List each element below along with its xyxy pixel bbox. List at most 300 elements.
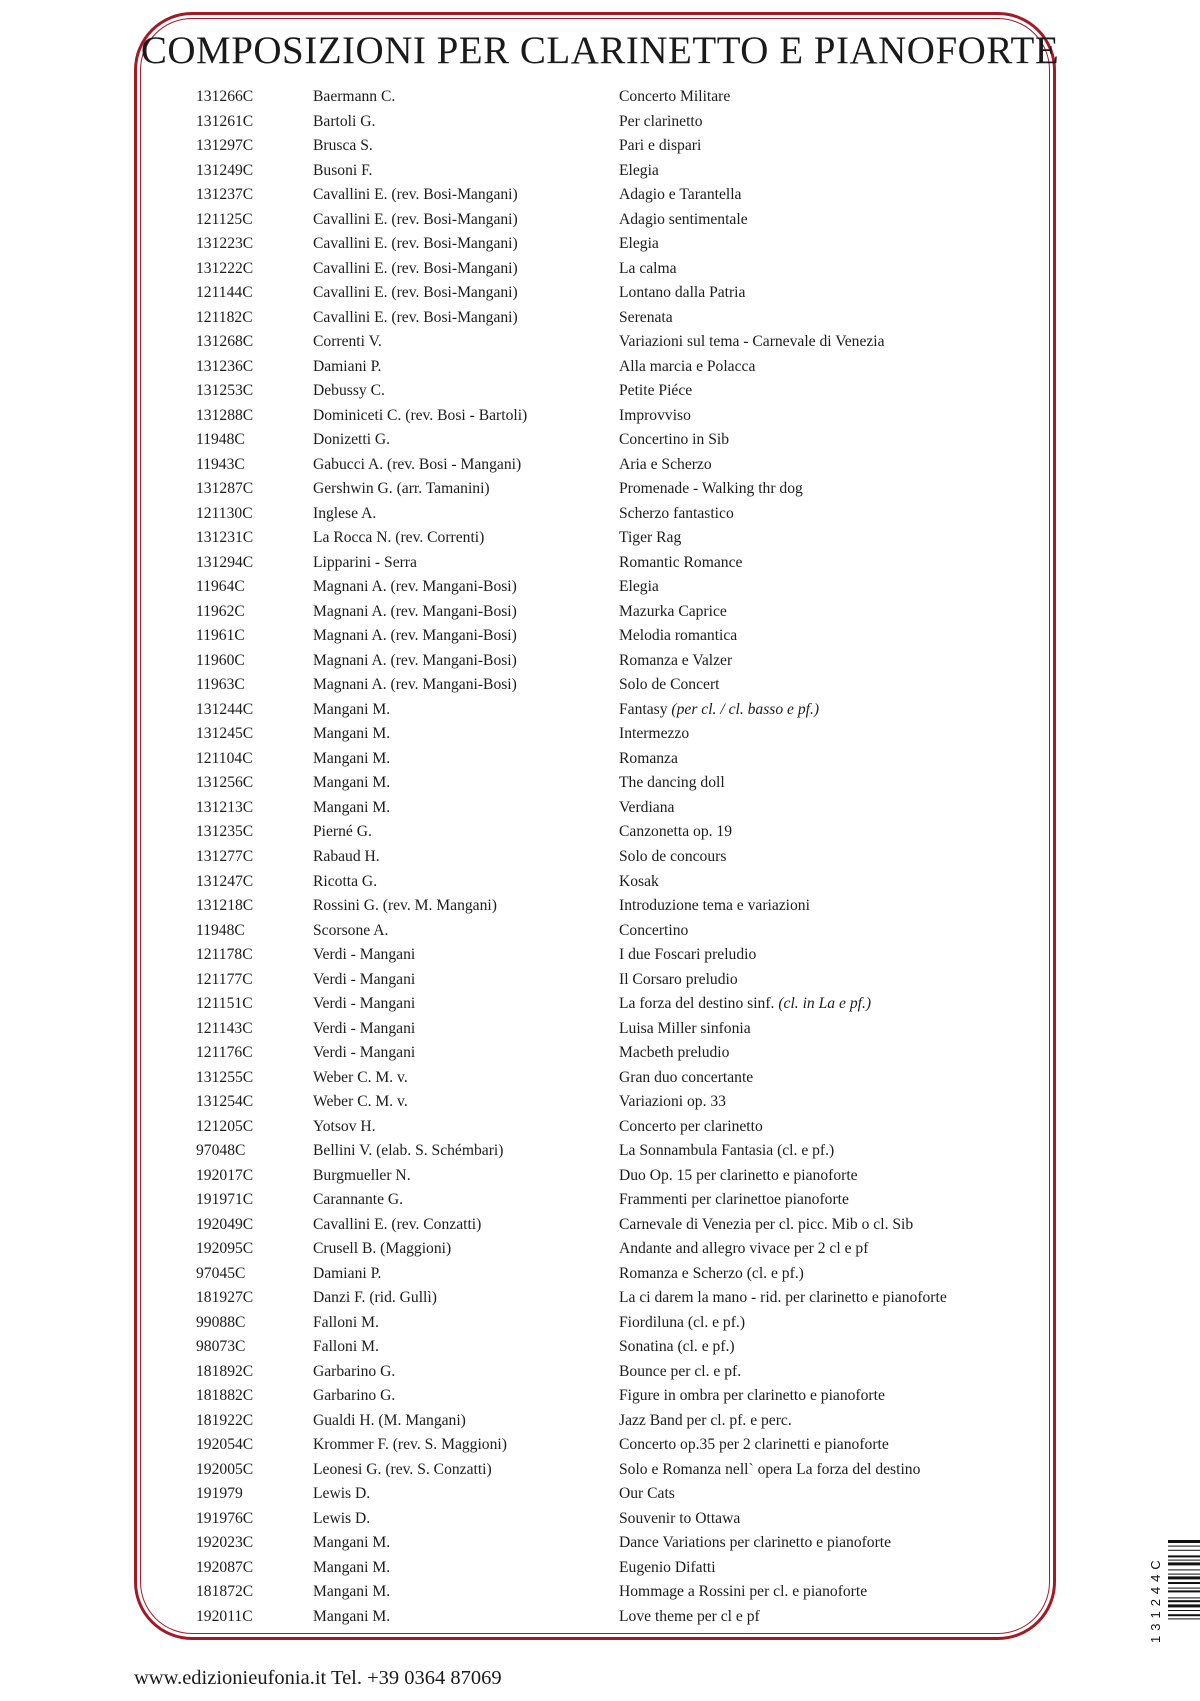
catalog-title-text: I due Foscari preludio	[619, 946, 757, 964]
catalog-row	[0, 1335, 1200, 1360]
catalog-row	[0, 502, 1200, 527]
catalog-code: 121143C	[196, 1019, 253, 1037]
catalog-row	[0, 1188, 1200, 1213]
catalog-title-text: Concerto per clarinetto	[619, 1117, 763, 1135]
barcode-bar	[1168, 1562, 1200, 1565]
catalog-title-text: Solo e Romanza nell` opera La forza del destino	[619, 1460, 921, 1478]
catalog-title	[619, 257, 677, 282]
catalog-title	[619, 428, 729, 453]
catalog-code: 192023C	[196, 1534, 254, 1552]
catalog-title-text: Verdiana	[619, 798, 675, 816]
catalog-composer: Cavallini E. (rev. Bosi-Mangani)	[313, 186, 518, 204]
publisher-contact: www.edizionieufonia.it Tel. +39 0364 87069	[134, 1667, 502, 1689]
catalog-code: 121144C	[196, 284, 253, 302]
catalog-code: 192005C	[196, 1460, 254, 1478]
catalog-title-text: The dancing doll	[619, 774, 725, 792]
catalog-title	[619, 722, 689, 747]
catalog-title-text: Concertino	[619, 921, 689, 939]
barcode-bar	[1168, 1614, 1200, 1616]
catalog-title	[619, 330, 885, 355]
catalog-title-text: Serenata	[619, 308, 673, 326]
barcode-bar	[1168, 1590, 1200, 1592]
catalog-row	[0, 1433, 1200, 1458]
catalog-row	[0, 306, 1200, 331]
catalog-composer: La Rocca N. (rev. Correnti)	[313, 529, 485, 547]
catalog-row	[0, 992, 1200, 1017]
catalog-title	[619, 943, 756, 968]
catalog-composer: Danzi F. (rid. Gullì)	[313, 1289, 437, 1307]
catalog-title-text: Alla marcia e Polacca	[619, 357, 756, 375]
catalog-composer: Cavallini E. (rev. Conzatti)	[313, 1215, 482, 1233]
catalog-title-text: Solo de Concert	[619, 676, 720, 694]
catalog-code: 131231C	[196, 529, 254, 547]
catalog-title-text: Romanza e Valzer	[619, 651, 733, 669]
catalog-composer: Mangani M.	[313, 700, 391, 718]
catalog-title	[619, 1286, 947, 1311]
catalog-row	[0, 1458, 1200, 1483]
catalog-title	[619, 502, 734, 527]
catalog-title-text: Per clarinetto	[619, 112, 703, 130]
catalog-row	[0, 110, 1200, 135]
catalog-title	[619, 526, 681, 551]
catalog-title-text: Il Corsaro preludio	[619, 970, 738, 988]
catalog-row	[0, 85, 1200, 110]
catalog-title-text: Romanza	[619, 749, 678, 767]
catalog-title-text: Variazioni op. 33	[619, 1093, 726, 1111]
catalog-code: 131268C	[196, 333, 254, 351]
catalog-composer: Lewis D.	[313, 1509, 371, 1527]
catalog-code: 99088C	[196, 1313, 246, 1331]
catalog-title	[619, 1384, 885, 1409]
catalog-title-text: Solo de concours	[619, 847, 727, 865]
catalog-title	[619, 870, 659, 895]
catalog-title	[619, 183, 741, 208]
catalog-title-text: Carnevale di Venezia per cl. picc. Mib o cl. Sib	[619, 1215, 914, 1233]
catalog-composer: Cavallini E. (rev. Bosi-Mangani)	[313, 308, 518, 326]
catalog-composer: Magnani A. (rev. Mangani-Bosi)	[313, 676, 517, 694]
catalog-code: 131255C	[196, 1068, 254, 1086]
catalog-title-text: Concerto op.35 per 2 clarinetti e pianoforte	[619, 1436, 889, 1454]
catalog-title-text: Luisa Miller sinfonia	[619, 1019, 751, 1037]
catalog-title	[619, 698, 819, 723]
catalog-title	[619, 1115, 763, 1140]
catalog-composer: Krommer F. (rev. S. Maggioni)	[313, 1436, 507, 1454]
catalog-composer: Mangani M.	[313, 1583, 391, 1601]
catalog-composer: Crusell B. (Maggioni)	[313, 1240, 452, 1258]
catalog-title	[619, 673, 719, 698]
catalog-composer: Verdi - Mangani	[313, 970, 416, 988]
catalog-code: 131254C	[196, 1093, 254, 1111]
catalog-title	[619, 771, 725, 796]
catalog-row	[0, 649, 1200, 674]
catalog-title	[619, 796, 674, 821]
catalog-composer: Gualdi H. (M. Mangani)	[313, 1411, 466, 1429]
catalog-composer: Lewis D.	[313, 1485, 371, 1503]
catalog-code: 131294C	[196, 553, 254, 571]
catalog-title-text: Elegia	[619, 161, 659, 179]
catalog-composer: Leonesi G. (rev. S. Conzatti)	[313, 1460, 492, 1478]
catalog-title	[619, 575, 659, 600]
catalog-code: 192017C	[196, 1166, 254, 1184]
catalog-code: 131249C	[196, 161, 254, 179]
catalog-title-text: Jazz Band per cl. pf. e perc.	[619, 1411, 792, 1429]
barcode-bar	[1168, 1618, 1200, 1619]
catalog-title	[619, 453, 712, 478]
barcode-bar	[1168, 1576, 1200, 1579]
catalog-code: 131261C	[196, 112, 254, 130]
catalog-row	[0, 968, 1200, 993]
catalog-title-text: Romanza e Scherzo (cl. e pf.)	[619, 1264, 804, 1282]
catalog-composer: Inglese A.	[313, 504, 377, 522]
catalog-title	[619, 919, 688, 944]
catalog-row	[0, 134, 1200, 159]
catalog-title	[619, 1066, 753, 1091]
catalog-composer: Ricotta G.	[313, 872, 378, 890]
catalog-composer: Mangani M.	[313, 749, 391, 767]
catalog-composer: Bellini V. (elab. S. Schémbari)	[313, 1142, 504, 1160]
catalog-code: 131213C	[196, 798, 254, 816]
catalog-title-text: Love theme per cl e pf	[619, 1607, 760, 1625]
catalog-code: 11960C	[196, 651, 245, 669]
catalog-composer: Damiani P.	[313, 1264, 382, 1282]
catalog-code: 191976C	[196, 1509, 254, 1527]
catalog-code: 181892C	[196, 1362, 254, 1380]
catalog-code: 131287C	[196, 480, 254, 498]
catalog-row	[0, 1605, 1200, 1630]
catalog-title-text: Introduzione tema e variazioni	[619, 897, 810, 915]
catalog-title-text: Frammenti per clarinettoe pianoforte	[619, 1191, 849, 1209]
catalog-composer: Dominiceti C. (rev. Bosi - Bartoli)	[313, 406, 528, 424]
catalog-row	[0, 1360, 1200, 1385]
catalog-composer: Mangani M.	[313, 798, 391, 816]
catalog-code: 121125C	[196, 210, 253, 228]
catalog-code: 192049C	[196, 1215, 254, 1233]
catalog-code: 11964C	[196, 578, 245, 596]
catalog-code: 191979	[196, 1485, 243, 1503]
catalog-code: 11961C	[196, 627, 245, 645]
catalog-code: 181882C	[196, 1387, 254, 1405]
catalog-composer: Mangani M.	[313, 774, 391, 792]
catalog-title	[619, 1335, 735, 1360]
catalog-row	[0, 600, 1200, 625]
catalog-list	[0, 85, 1200, 1629]
catalog-title	[619, 1482, 675, 1507]
catalog-row	[0, 330, 1200, 355]
catalog-title	[619, 1556, 716, 1581]
catalog-row	[0, 551, 1200, 576]
catalog-title-text: Petite Piéce	[619, 382, 693, 400]
catalog-title	[619, 306, 673, 331]
catalog-code: 131256C	[196, 774, 254, 792]
catalog-row	[0, 624, 1200, 649]
catalog-row	[0, 232, 1200, 257]
catalog-title	[619, 281, 745, 306]
catalog-composer: Donizetti G.	[313, 431, 391, 449]
catalog-composer: Weber C. M. v.	[313, 1068, 408, 1086]
catalog-composer: Scorsone A.	[313, 921, 389, 939]
catalog-title	[619, 968, 738, 993]
barcode-bar	[1168, 1604, 1200, 1607]
catalog-title	[619, 649, 732, 674]
catalog-title-text: Melodia romantica	[619, 627, 738, 645]
barcode-bar	[1168, 1546, 1200, 1547]
catalog-title-text: Tiger Rag	[619, 529, 682, 547]
catalog-row	[0, 1482, 1200, 1507]
catalog-row	[0, 183, 1200, 208]
barcode-bar	[1168, 1610, 1200, 1611]
catalog-code: 11948C	[196, 921, 245, 939]
catalog-code: 97045C	[196, 1264, 246, 1282]
catalog-code: 131245C	[196, 725, 254, 743]
catalog-row	[0, 1139, 1200, 1164]
catalog-title-text: La Sonnambula Fantasia (cl. e pf.)	[619, 1142, 835, 1160]
catalog-composer: Verdi - Mangani	[313, 1019, 416, 1037]
catalog-title	[619, 992, 871, 1017]
catalog-row	[0, 845, 1200, 870]
catalog-code: 97048C	[196, 1142, 246, 1160]
catalog-composer: Lipparini - Serra	[313, 553, 417, 571]
catalog-row	[0, 477, 1200, 502]
catalog-row	[0, 894, 1200, 919]
catalog-title-text: La calma	[619, 259, 677, 277]
catalog-title-text: Dance Variations per clarinetto e pianoforte	[619, 1534, 892, 1552]
catalog-row	[0, 870, 1200, 895]
catalog-title	[619, 208, 748, 233]
catalog-title	[619, 1017, 751, 1042]
catalog-title-text: Lontano dalla Patria	[619, 284, 746, 302]
catalog-composer: Gabucci A. (rev. Bosi - Mangani)	[313, 455, 522, 473]
catalog-title-text: Adagio sentimentale	[619, 210, 748, 228]
catalog-composer: Magnani A. (rev. Mangani-Bosi)	[313, 578, 517, 596]
catalog-row	[0, 1066, 1200, 1091]
catalog-composer: Cavallini E. (rev. Bosi-Mangani)	[313, 284, 518, 302]
catalog-code: 131277C	[196, 847, 254, 865]
catalog-row	[0, 1041, 1200, 1066]
catalog-composer: Gershwin G. (arr. Tamanini)	[313, 480, 490, 498]
catalog-title-text: Figure in ombra per clarinetto e pianoforte	[619, 1387, 885, 1405]
catalog-title-text: Souvenir to Ottawa	[619, 1509, 741, 1527]
catalog-row	[0, 575, 1200, 600]
catalog-composer: Mangani M.	[313, 1534, 391, 1552]
catalog-title-text: Hommage a Rossini per cl. e pianoforte	[619, 1583, 868, 1601]
catalog-composer: Verdi - Mangani	[313, 995, 416, 1013]
catalog-composer: Magnani A. (rev. Mangani-Bosi)	[313, 627, 517, 645]
catalog-row	[0, 1531, 1200, 1556]
barcode-bar	[1168, 1540, 1200, 1543]
catalog-row	[0, 1384, 1200, 1409]
catalog-title-text: Gran duo concertante	[619, 1068, 754, 1086]
page-title: COMPOSIZIONI PER CLARINETTO E PIANOFORTE	[140, 29, 1060, 72]
catalog-composer: Rossini G. (rev. M. Mangani)	[313, 897, 497, 915]
catalog-title	[619, 1433, 889, 1458]
catalog-title-text: Improvviso	[619, 406, 691, 424]
barcode-bar	[1168, 1569, 1200, 1570]
barcode-bar	[1168, 1597, 1200, 1598]
catalog-row	[0, 1311, 1200, 1336]
barcode-bar	[1168, 1582, 1200, 1584]
catalog-row	[0, 796, 1200, 821]
catalog-composer: Falloni M.	[313, 1313, 379, 1331]
catalog-composer: Mangani M.	[313, 1607, 391, 1625]
catalog-title	[619, 1041, 729, 1066]
catalog-title	[619, 134, 701, 159]
catalog-row	[0, 943, 1200, 968]
catalog-row	[0, 1115, 1200, 1140]
catalog-title	[619, 1237, 868, 1262]
catalog-code: 192054C	[196, 1436, 254, 1454]
catalog-title	[619, 477, 803, 502]
catalog-code: 121177C	[196, 970, 253, 988]
catalog-composer: Busoni F.	[313, 161, 373, 179]
catalog-code: 181922C	[196, 1411, 254, 1429]
catalog-title	[619, 1311, 745, 1336]
catalog-row	[0, 428, 1200, 453]
barcode-number: 131244C	[1148, 1555, 1163, 1643]
catalog-title-text: Elegia	[619, 578, 659, 596]
catalog-composer: Carannante G.	[313, 1191, 404, 1209]
catalog-code: 192087C	[196, 1558, 254, 1576]
catalog-title-note: (cl. in La e pf.)	[778, 995, 872, 1013]
catalog-title	[619, 551, 742, 576]
catalog-row	[0, 404, 1200, 429]
catalog-code: 131235C	[196, 823, 254, 841]
catalog-code: 131247C	[196, 872, 254, 890]
catalog-code: 131218C	[196, 897, 254, 915]
catalog-title-text: La forza del destino sinf.	[619, 995, 775, 1013]
catalog-row	[0, 722, 1200, 747]
catalog-title	[619, 159, 659, 184]
catalog-code: 11963C	[196, 676, 245, 694]
catalog-composer: Correnti V.	[313, 333, 382, 351]
catalog-title-text: Kosak	[619, 872, 659, 890]
catalog-title	[619, 747, 678, 772]
catalog-row	[0, 1164, 1200, 1189]
catalog-row	[0, 355, 1200, 380]
catalog-title	[619, 1507, 740, 1532]
barcode-bar	[1168, 1600, 1200, 1602]
catalog-title	[619, 1580, 867, 1605]
catalog-row	[0, 747, 1200, 772]
catalog-composer: Weber C. M. v.	[313, 1093, 408, 1111]
catalog-code: 131288C	[196, 406, 254, 424]
catalog-code: 131223C	[196, 235, 254, 253]
catalog-row	[0, 1286, 1200, 1311]
catalog-title-text: Our Cats	[619, 1485, 675, 1503]
catalog-composer: Bartoli G.	[313, 112, 376, 130]
barcode-bar	[1168, 1560, 1200, 1561]
catalog-row	[0, 771, 1200, 796]
catalog-composer: Mangani M.	[313, 1558, 391, 1576]
catalog-row	[0, 1556, 1200, 1581]
catalog-row	[0, 1580, 1200, 1605]
catalog-composer: Mangani M.	[313, 725, 391, 743]
catalog-composer: Debussy C.	[313, 382, 385, 400]
catalog-title-text: Fantasy	[619, 700, 668, 718]
catalog-title-text: Duo Op. 15 per clarinetto e pianoforte	[619, 1166, 858, 1184]
catalog-composer: Baermann C.	[313, 88, 396, 105]
catalog-composer: Garbarino G.	[313, 1387, 396, 1405]
catalog-row	[0, 257, 1200, 282]
catalog-row	[0, 1507, 1200, 1532]
catalog-title-text: Promenade - Walking thr dog	[619, 480, 803, 498]
catalog-code: 192011C	[196, 1607, 253, 1625]
catalog-title	[619, 232, 659, 257]
catalog-row	[0, 159, 1200, 184]
catalog-code: 131222C	[196, 259, 254, 277]
catalog-code: 191971C	[196, 1191, 254, 1209]
catalog-code: 121178C	[196, 946, 253, 964]
catalog-code: 121205C	[196, 1117, 254, 1135]
catalog-composer: Verdi - Mangani	[313, 946, 416, 964]
catalog-composer: Yotsov H.	[313, 1117, 376, 1135]
catalog-row	[0, 453, 1200, 478]
catalog-composer: Damiani P.	[313, 357, 382, 375]
catalog-title-text: Bounce per cl. e pf.	[619, 1362, 742, 1380]
catalog-title-text: La ci darem la mano - rid. per clarinetto e pianoforte	[619, 1289, 947, 1307]
catalog-title	[619, 845, 726, 870]
catalog-code: 121182C	[196, 308, 253, 326]
catalog-composer: Falloni M.	[313, 1338, 379, 1356]
catalog-title-text: Elegia	[619, 235, 659, 253]
catalog-title-text: Adagio e Tarantella	[619, 186, 742, 204]
catalog-title-text: Variazioni sul tema - Carnevale di Venezia	[619, 333, 885, 351]
barcode-bar	[1168, 1555, 1200, 1557]
catalog-title	[619, 894, 810, 919]
catalog-row	[0, 1409, 1200, 1434]
catalog-composer: Cavallini E. (rev. Bosi-Mangani)	[313, 235, 518, 253]
catalog-composer: Magnani A. (rev. Mangani-Bosi)	[313, 651, 517, 669]
catalog-code: 121176C	[196, 1044, 253, 1062]
catalog-composer: Cavallini E. (rev. Bosi-Mangani)	[313, 210, 518, 228]
catalog-composer: Verdi - Mangani	[313, 1044, 416, 1062]
catalog-code: 11943C	[196, 455, 245, 473]
catalog-row	[0, 673, 1200, 698]
catalog-code: 181927C	[196, 1289, 254, 1307]
catalog-row	[0, 1017, 1200, 1042]
catalog-code: 131244C	[196, 700, 254, 718]
catalog-row	[0, 919, 1200, 944]
catalog-title	[619, 1360, 741, 1385]
catalog-code: 181872C	[196, 1583, 254, 1601]
catalog-row	[0, 1213, 1200, 1238]
barcode-bar	[1168, 1588, 1200, 1589]
catalog-code: 131297C	[196, 137, 254, 155]
catalog-code: 121104C	[196, 749, 253, 767]
catalog-row	[0, 281, 1200, 306]
catalog-title-text: Aria e Scherzo	[619, 455, 712, 473]
catalog-title	[619, 1458, 920, 1483]
catalog-title-text: Intermezzo	[619, 725, 690, 743]
catalog-composer: Rabaud H.	[313, 847, 380, 865]
catalog-title	[619, 355, 755, 380]
catalog-row	[0, 1262, 1200, 1287]
catalog-code: 121130C	[196, 504, 253, 522]
catalog-title-note: (per cl. / cl. basso e pf.)	[671, 700, 820, 718]
catalog-row	[0, 1090, 1200, 1115]
catalog-row	[0, 526, 1200, 551]
catalog-code: 131237C	[196, 186, 254, 204]
catalog-title	[619, 1531, 891, 1556]
catalog-title	[619, 379, 692, 404]
barcode-bar	[1168, 1550, 1200, 1551]
catalog-title	[619, 1213, 913, 1238]
catalog-title	[619, 1188, 849, 1213]
catalog-code: 131253C	[196, 382, 254, 400]
catalog-title-text: Eugenio Difatti	[619, 1558, 716, 1576]
catalog-title-text: Sonatina (cl. e pf.)	[619, 1338, 735, 1356]
catalog-row	[0, 208, 1200, 233]
catalog-composer: Cavallini E. (rev. Bosi-Mangani)	[313, 259, 518, 277]
